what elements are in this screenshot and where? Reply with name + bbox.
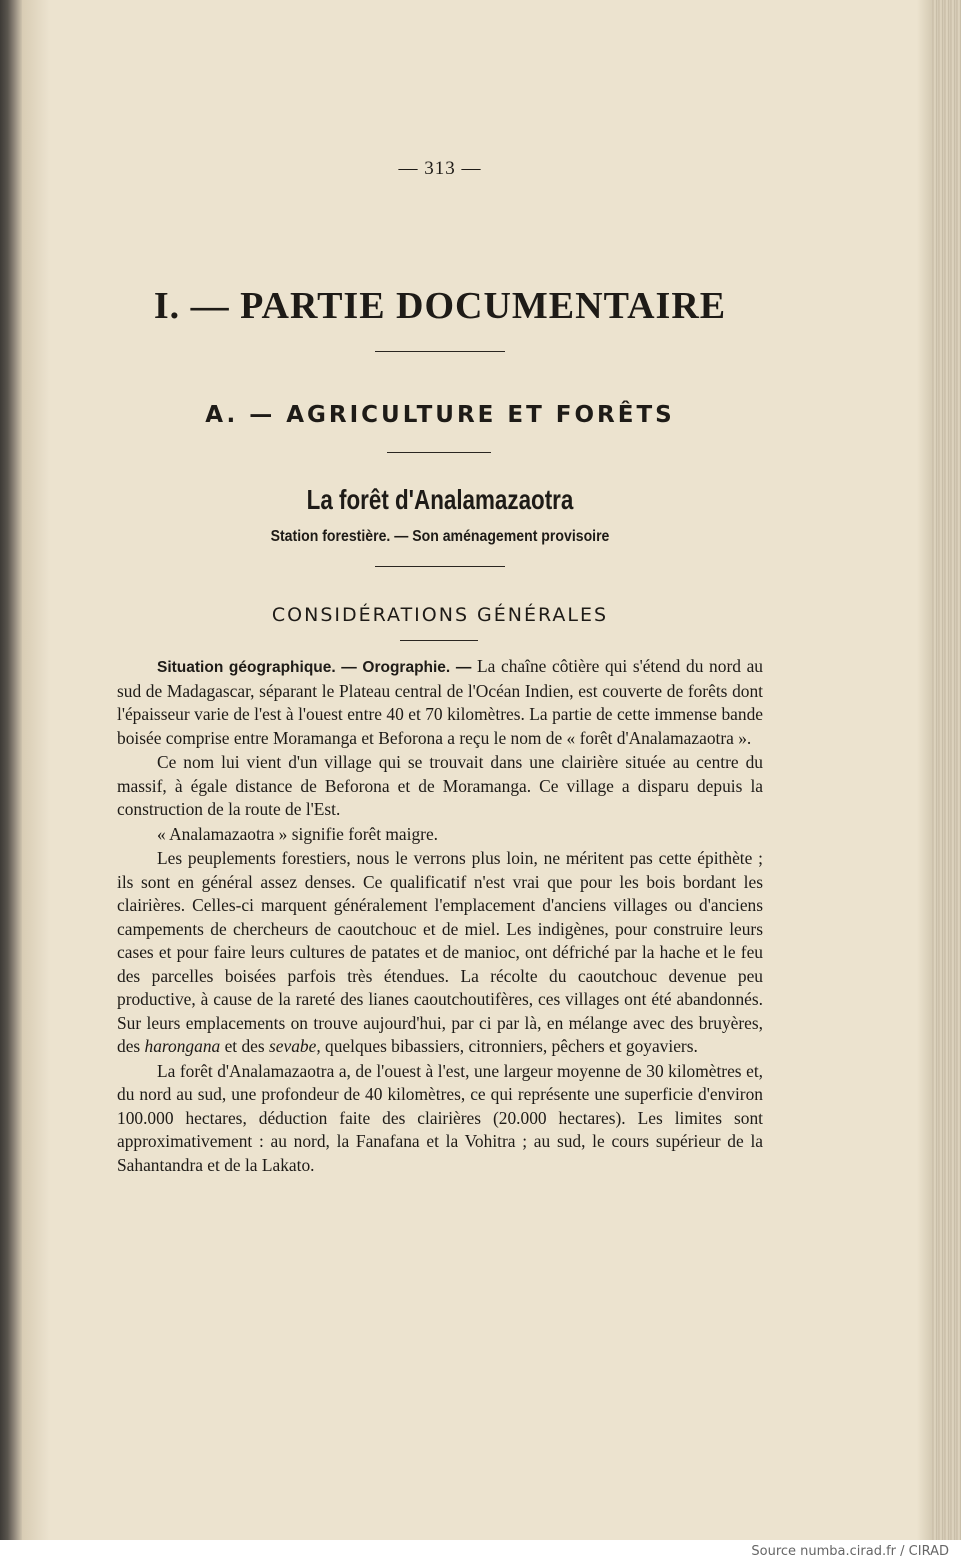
paragraph [117,823,763,847]
part-title: I. — PARTIE DOCUMENTAIRE [153,285,727,327]
paragraph-text: La chaîne côtière qui s'étend du nord au sud de Madagascar, séparant le Plateau central de l'Océan Indien, est couverte de forêts dont l'épaisseur varie de l'est à l'ouest entre 40 et 70 kilomètres. La partie de cette immense bande boisée comprise entre Moramanga et Beforona a reçu le nom de « forêt d'Analamazaotra ». [117,656,763,748]
paragraph [117,847,763,1059]
subsection-title: CONSIDÉRATIONS GÉNÉRALES [271,604,609,626]
paragraph [117,1060,763,1178]
italic-term: sevabe, [269,1036,321,1056]
paragraph [117,751,763,822]
divider-rule [375,351,505,352]
paragraph-text: La forêt d'Analamazaotra a, de l'ouest à l'est, une largeur moyenne de 30 kilomètres et, du nord au sud, une profondeur de 40 kilomètres, ce qui représente une superficie d'environ 100.000 hectares, déduction faite des clairières (20.000 hectares). Les limites sont approximativement : au nord, la Fanafana et la Vohitra ; au sud, le cours supérieur de la Sahantandra et de la Lakato. [117,1060,763,1175]
article-subtitle: Station forestière. — Son aménagement provisoire [270,528,610,545]
page-number: — 313 — [398,158,482,179]
paragraph-text: Les peuplements forestiers, nous le verrons plus loin, ne méritent pas cette épithète ; ils sont en général assez denses. Ce qualificatif n'est vrai que pour les bois bordant les clairières. Celles-ci marquent généralement l'emplacement d'anciens villages ou d'anciens campements de chercheurs de caoutchouc et de miel. Les indigènes, pour construire leurs cases et pour faire leurs cultures de patates et de manioc, ont défriché par la hache et le feu des parcelles boisées parfois très étendues. La récolte du caoutchouc devenue peu productive, à cause de la rareté des lianes caoutchoutifères, ces villages ont été abandonnés. Sur leurs emplacements on trouve aujourd'hui, par ci par là, en mélange avec des bruyères, des [117,848,763,1056]
italic-term: harongana [144,1036,221,1056]
source-credit: Source numba.cirad.fr / CIRAD [751,1544,949,1559]
paragraph-text: et des [220,1036,269,1056]
divider-rule [375,566,505,567]
run-in-heading: Situation géographique. — Orographie. — [157,659,472,676]
paragraph-text: quelques bibassiers, citronniers, pêchers et goyaviers. [320,1036,698,1056]
section-title: A. — AGRICULTURE ET FORÊTS [205,402,675,428]
paragraph [117,655,763,750]
paragraph-text: « Analamazaotra » signifie forêt maigre. [157,823,439,844]
body-text [117,655,763,1178]
divider-rule [400,640,478,641]
article-title: La forêt d'Analamazaotra [306,484,574,515]
divider-rule [387,452,491,453]
paragraph-text: Ce nom lui vient d'un village qui se trouvait dans une clairière située au centre du massif, à égale distance de Beforona et de Moramanga. Ce village a disparu depuis la construction de la route de l'Est. [117,752,763,819]
